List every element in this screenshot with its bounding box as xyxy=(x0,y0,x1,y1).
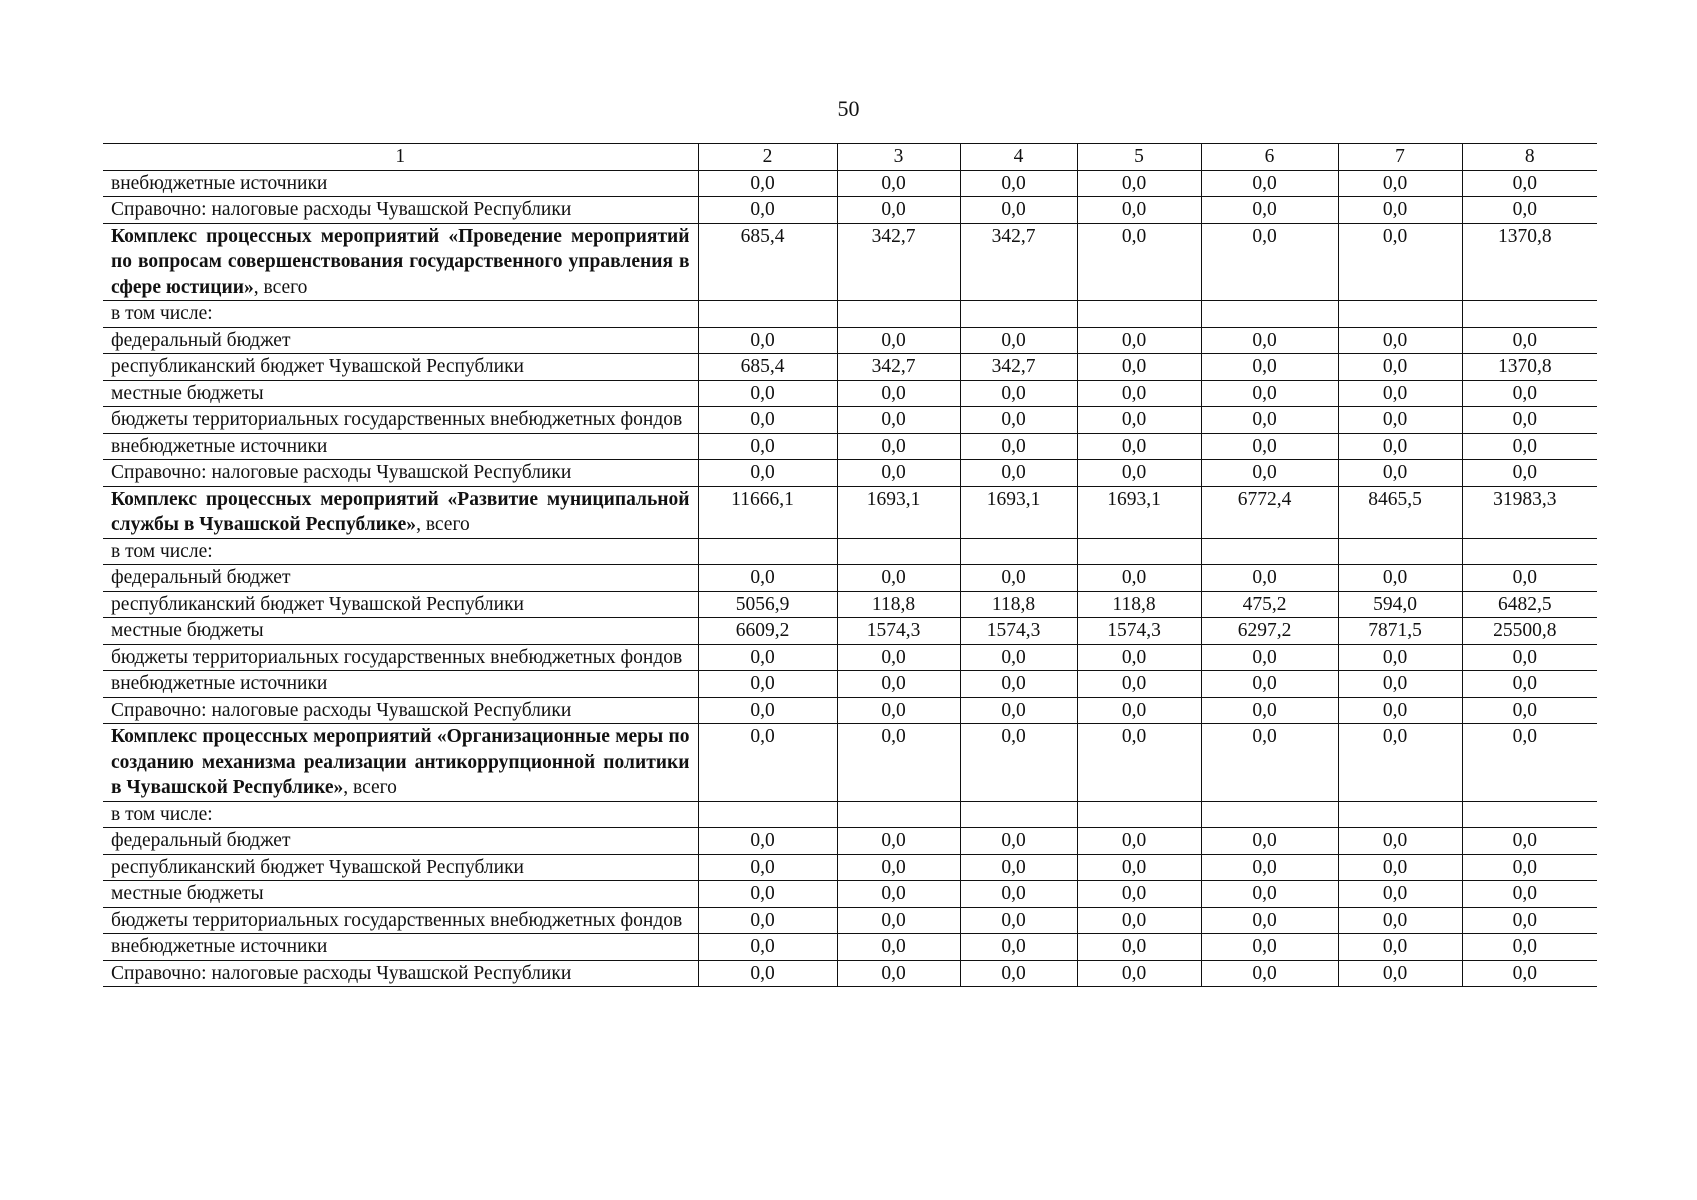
row-value: 0,0 xyxy=(837,854,960,881)
row-label-text: внебюджетные источники xyxy=(111,673,328,694)
row-label-text: республиканский бюджет Чувашской Республики xyxy=(111,356,524,377)
row-value: 0,0 xyxy=(1462,460,1597,487)
row-value: 0,0 xyxy=(1077,671,1201,698)
row-value: 0,0 xyxy=(960,644,1077,671)
row-value: 0,0 xyxy=(1462,934,1597,961)
row-value: 0,0 xyxy=(1462,697,1597,724)
row-value: 0,0 xyxy=(1462,960,1597,987)
row-value: 6297,2 xyxy=(1201,618,1338,645)
row-value: 0,0 xyxy=(698,565,837,592)
row-value: 0,0 xyxy=(1077,433,1201,460)
row-label-text: федеральный бюджет xyxy=(111,830,291,851)
table-row xyxy=(103,170,1597,197)
row-value: 0,0 xyxy=(837,697,960,724)
column-header: 8 xyxy=(1462,144,1597,171)
row-label-text: в том числе: xyxy=(111,540,213,562)
column-header: 6 xyxy=(1201,144,1338,171)
row-value: 0,0 xyxy=(1201,407,1338,434)
row-value: 0,0 xyxy=(1338,907,1462,934)
row-value: 0,0 xyxy=(698,881,837,908)
column-header: 4 xyxy=(960,144,1077,171)
row-value: 1574,3 xyxy=(1077,618,1201,645)
row-value: 0,0 xyxy=(1462,828,1597,855)
row-value: 6772,4 xyxy=(1201,486,1338,538)
table-row xyxy=(103,697,1597,724)
row-label xyxy=(103,618,698,645)
row-value xyxy=(960,801,1077,828)
row-label-text: республиканский бюджет Чувашской Республики xyxy=(111,856,524,878)
row-value: 0,0 xyxy=(698,907,837,934)
row-value: 0,0 xyxy=(1338,960,1462,987)
row-label xyxy=(103,433,698,460)
row-value: 0,0 xyxy=(1077,828,1201,855)
table-row xyxy=(103,223,1597,301)
row-label xyxy=(103,380,698,407)
row-label-suffix: , всего xyxy=(253,276,308,298)
table-row xyxy=(103,618,1597,645)
row-value: 0,0 xyxy=(1201,934,1338,961)
row-label-bold: Комплекс процессных мероприятий «Развитие муниципальной службы в Чувашской Республике» xyxy=(111,488,690,535)
row-value xyxy=(960,538,1077,565)
row-value: 1370,8 xyxy=(1462,354,1597,381)
row-label-text: бюджеты территориальных государственных внебюджетных фондов xyxy=(111,409,683,430)
row-label xyxy=(103,934,698,961)
row-value: 0,0 xyxy=(960,407,1077,434)
row-value: 0,0 xyxy=(1201,907,1338,934)
row-value: 0,0 xyxy=(1077,197,1201,224)
row-value: 0,0 xyxy=(837,433,960,460)
table-row xyxy=(103,591,1597,618)
table-row xyxy=(103,724,1597,802)
row-value: 0,0 xyxy=(1201,671,1338,698)
row-value: 0,0 xyxy=(1201,854,1338,881)
row-label-text: внебюджетные источники xyxy=(111,435,328,457)
row-value: 0,0 xyxy=(837,327,960,354)
row-label xyxy=(103,697,698,724)
row-label-suffix: , всего xyxy=(416,514,470,535)
table-row xyxy=(103,854,1597,881)
row-value: 0,0 xyxy=(1077,934,1201,961)
row-value: 0,0 xyxy=(1338,460,1462,487)
row-value: 118,8 xyxy=(1077,591,1201,618)
row-value xyxy=(1338,538,1462,565)
row-label xyxy=(103,460,698,487)
row-value: 0,0 xyxy=(1201,380,1338,407)
row-value: 0,0 xyxy=(960,854,1077,881)
row-value: 342,7 xyxy=(960,223,1077,301)
row-value: 1370,8 xyxy=(1462,223,1597,301)
table-row xyxy=(103,881,1597,908)
row-value: 0,0 xyxy=(1201,354,1338,381)
row-value: 0,0 xyxy=(1077,907,1201,934)
row-value xyxy=(1201,538,1338,565)
row-value xyxy=(1077,801,1201,828)
row-value xyxy=(837,301,960,328)
page-number: 50 xyxy=(837,96,860,121)
table-row xyxy=(103,828,1597,855)
row-value: 0,0 xyxy=(1462,854,1597,881)
row-value: 0,0 xyxy=(1077,354,1201,381)
row-label-text: местные бюджеты xyxy=(111,382,264,404)
row-value: 0,0 xyxy=(1338,934,1462,961)
row-value: 0,0 xyxy=(1077,170,1201,197)
row-value: 0,0 xyxy=(698,644,837,671)
row-label xyxy=(103,828,698,855)
row-value: 0,0 xyxy=(960,380,1077,407)
row-value: 0,0 xyxy=(1077,697,1201,724)
table-row xyxy=(103,380,1597,407)
row-value: 0,0 xyxy=(837,644,960,671)
row-value: 0,0 xyxy=(1338,697,1462,724)
row-value: 342,7 xyxy=(837,223,960,301)
column-header: 7 xyxy=(1338,144,1462,171)
row-label xyxy=(103,591,698,618)
row-value: 0,0 xyxy=(1201,460,1338,487)
row-label xyxy=(103,724,698,802)
row-value: 0,0 xyxy=(837,460,960,487)
row-value: 0,0 xyxy=(837,881,960,908)
table-body xyxy=(103,144,1597,987)
row-value: 0,0 xyxy=(1338,828,1462,855)
row-value: 0,0 xyxy=(1338,854,1462,881)
row-label-text: Справочно: налоговые расходы Чувашской Республики xyxy=(111,462,572,483)
row-value xyxy=(1462,801,1597,828)
row-value: 0,0 xyxy=(837,407,960,434)
table-row xyxy=(103,301,1597,328)
row-value: 0,0 xyxy=(1462,724,1597,802)
row-value: 0,0 xyxy=(1077,460,1201,487)
row-value: 1693,1 xyxy=(960,486,1077,538)
row-value xyxy=(698,301,837,328)
table-header-row xyxy=(103,144,1597,171)
row-value: 0,0 xyxy=(1077,407,1201,434)
row-value: 0,0 xyxy=(960,724,1077,802)
row-value: 0,0 xyxy=(698,380,837,407)
row-value: 0,0 xyxy=(698,327,837,354)
row-value: 0,0 xyxy=(1462,881,1597,908)
table-row xyxy=(103,197,1597,224)
column-header: 5 xyxy=(1077,144,1201,171)
row-value: 0,0 xyxy=(1462,170,1597,197)
row-value: 0,0 xyxy=(837,170,960,197)
row-value: 0,0 xyxy=(1201,433,1338,460)
row-value: 0,0 xyxy=(1338,354,1462,381)
row-value: 0,0 xyxy=(1338,724,1462,802)
row-value: 0,0 xyxy=(1338,671,1462,698)
row-value: 0,0 xyxy=(960,565,1077,592)
column-header: 3 xyxy=(837,144,960,171)
table-row xyxy=(103,354,1597,381)
row-label xyxy=(103,223,698,301)
row-value xyxy=(960,301,1077,328)
row-value: 0,0 xyxy=(837,724,960,802)
row-value xyxy=(698,538,837,565)
row-value xyxy=(837,801,960,828)
row-label xyxy=(103,301,698,328)
row-value: 0,0 xyxy=(960,907,1077,934)
table-row xyxy=(103,960,1597,987)
row-value: 0,0 xyxy=(1338,433,1462,460)
row-label xyxy=(103,671,698,698)
row-value: 8465,5 xyxy=(1338,486,1462,538)
row-value: 0,0 xyxy=(1338,644,1462,671)
row-value: 0,0 xyxy=(698,460,837,487)
row-value: 0,0 xyxy=(698,170,837,197)
table-row xyxy=(103,538,1597,565)
row-value: 118,8 xyxy=(960,591,1077,618)
row-value: 6609,2 xyxy=(698,618,837,645)
row-label-text: местные бюджеты xyxy=(111,883,264,904)
row-value: 31983,3 xyxy=(1462,486,1597,538)
row-label xyxy=(103,907,698,934)
row-value xyxy=(1462,538,1597,565)
row-label xyxy=(103,960,698,987)
row-value: 0,0 xyxy=(960,460,1077,487)
row-label-bold: Комплекс процессных мероприятий «Проведение мероприятий по вопросам совершенствования государственного управления в сфере юстиции» xyxy=(111,225,690,298)
row-value: 0,0 xyxy=(1077,881,1201,908)
row-value: 0,0 xyxy=(1462,671,1597,698)
row-label xyxy=(103,565,698,592)
row-label-text: в том числе: xyxy=(111,303,213,324)
row-label-text: Справочно: налоговые расходы Чувашской Республики xyxy=(111,962,572,984)
row-value: 0,0 xyxy=(1201,565,1338,592)
row-label-text: бюджеты территориальных государственных внебюджетных фондов xyxy=(111,646,683,668)
row-value: 0,0 xyxy=(1077,724,1201,802)
row-value: 0,0 xyxy=(1201,881,1338,908)
row-label-text: Справочно: налоговые расходы Чувашской Республики xyxy=(111,699,572,721)
row-value: 685,4 xyxy=(698,223,837,301)
row-label-text: федеральный бюджет xyxy=(111,567,291,588)
row-label xyxy=(103,327,698,354)
row-value: 0,0 xyxy=(960,881,1077,908)
row-value xyxy=(1338,301,1462,328)
table-row xyxy=(103,801,1597,828)
row-value: 0,0 xyxy=(1077,223,1201,301)
table-row xyxy=(103,671,1597,698)
row-value: 0,0 xyxy=(1462,907,1597,934)
row-value: 0,0 xyxy=(1077,565,1201,592)
row-value: 0,0 xyxy=(1338,380,1462,407)
row-label xyxy=(103,644,698,671)
row-value: 0,0 xyxy=(1462,197,1597,224)
row-label-text: местные бюджеты xyxy=(111,620,264,641)
row-value: 0,0 xyxy=(698,724,837,802)
row-value: 0,0 xyxy=(1201,327,1338,354)
row-label xyxy=(103,407,698,434)
row-label-text: в том числе: xyxy=(111,803,213,825)
row-value: 0,0 xyxy=(698,197,837,224)
row-value: 0,0 xyxy=(1462,407,1597,434)
row-label-text: бюджеты территориальных государственных внебюджетных фондов xyxy=(111,909,683,931)
row-value: 11666,1 xyxy=(698,486,837,538)
row-value: 0,0 xyxy=(1462,644,1597,671)
row-label-text: Справочно: налоговые расходы Чувашской Республики xyxy=(111,199,572,220)
row-label xyxy=(103,801,698,828)
row-value: 0,0 xyxy=(698,828,837,855)
column-header: 2 xyxy=(698,144,837,171)
row-value: 0,0 xyxy=(1201,724,1338,802)
row-value: 0,0 xyxy=(1338,881,1462,908)
row-value: 1693,1 xyxy=(1077,486,1201,538)
row-label xyxy=(103,354,698,381)
row-value: 475,2 xyxy=(1201,591,1338,618)
row-value: 0,0 xyxy=(837,565,960,592)
row-value xyxy=(1338,801,1462,828)
row-value: 0,0 xyxy=(1201,697,1338,724)
row-value xyxy=(1201,301,1338,328)
row-value: 0,0 xyxy=(1462,327,1597,354)
row-value: 0,0 xyxy=(960,960,1077,987)
row-value: 685,4 xyxy=(698,354,837,381)
row-value: 7871,5 xyxy=(1338,618,1462,645)
row-label-bold: Комплекс процессных мероприятий «Организационные меры по созданию механизма реализации антикоррупционной политики в Чувашской Республике» xyxy=(111,726,690,798)
row-value: 0,0 xyxy=(698,697,837,724)
row-value: 0,0 xyxy=(837,960,960,987)
row-label xyxy=(103,881,698,908)
row-value: 0,0 xyxy=(960,697,1077,724)
row-value: 1574,3 xyxy=(837,618,960,645)
row-value: 0,0 xyxy=(837,380,960,407)
row-value: 0,0 xyxy=(960,433,1077,460)
row-value: 0,0 xyxy=(698,960,837,987)
row-value: 0,0 xyxy=(960,197,1077,224)
row-value: 0,0 xyxy=(837,828,960,855)
row-value: 0,0 xyxy=(837,907,960,934)
row-value: 0,0 xyxy=(1077,327,1201,354)
row-value: 25500,8 xyxy=(1462,618,1597,645)
table-row xyxy=(103,486,1597,538)
row-value: 0,0 xyxy=(960,170,1077,197)
row-value: 0,0 xyxy=(1077,854,1201,881)
row-value: 0,0 xyxy=(1462,433,1597,460)
table-row xyxy=(103,907,1597,934)
table-row xyxy=(103,407,1597,434)
row-value xyxy=(1201,801,1338,828)
row-value: 0,0 xyxy=(1338,223,1462,301)
row-value: 0,0 xyxy=(1201,197,1338,224)
row-value: 0,0 xyxy=(1201,828,1338,855)
row-value: 1574,3 xyxy=(960,618,1077,645)
row-value: 594,0 xyxy=(1338,591,1462,618)
row-value: 0,0 xyxy=(837,671,960,698)
row-value: 0,0 xyxy=(837,197,960,224)
table-row xyxy=(103,327,1597,354)
row-value: 5056,9 xyxy=(698,591,837,618)
row-value: 342,7 xyxy=(837,354,960,381)
row-value: 0,0 xyxy=(837,934,960,961)
row-value: 0,0 xyxy=(1201,223,1338,301)
row-value: 0,0 xyxy=(1077,644,1201,671)
row-value: 0,0 xyxy=(698,407,837,434)
row-value: 0,0 xyxy=(960,934,1077,961)
row-value xyxy=(1077,301,1201,328)
row-value xyxy=(837,538,960,565)
row-value: 0,0 xyxy=(698,671,837,698)
row-label xyxy=(103,854,698,881)
row-value: 0,0 xyxy=(698,854,837,881)
row-value: 342,7 xyxy=(960,354,1077,381)
row-value: 0,0 xyxy=(1338,565,1462,592)
row-value: 0,0 xyxy=(1201,170,1338,197)
row-value: 0,0 xyxy=(698,934,837,961)
row-value: 0,0 xyxy=(1338,170,1462,197)
row-label-text: внебюджетные источники xyxy=(111,936,328,957)
row-value: 0,0 xyxy=(1201,960,1338,987)
row-value: 0,0 xyxy=(1338,197,1462,224)
row-value xyxy=(1077,538,1201,565)
row-value: 0,0 xyxy=(1201,644,1338,671)
row-value: 0,0 xyxy=(698,433,837,460)
row-value: 6482,5 xyxy=(1462,591,1597,618)
row-value: 118,8 xyxy=(837,591,960,618)
row-label xyxy=(103,486,698,538)
row-value: 0,0 xyxy=(960,828,1077,855)
row-label-suffix: , всего xyxy=(343,777,397,798)
table-row xyxy=(103,644,1597,671)
row-value: 0,0 xyxy=(960,327,1077,354)
column-header: 1 xyxy=(103,144,698,171)
row-value: 1693,1 xyxy=(837,486,960,538)
table-row xyxy=(103,565,1597,592)
row-value: 0,0 xyxy=(1338,327,1462,354)
row-value: 0,0 xyxy=(1077,960,1201,987)
row-value: 0,0 xyxy=(1462,565,1597,592)
row-label-text: федеральный бюджет xyxy=(111,329,291,351)
row-value xyxy=(698,801,837,828)
row-label xyxy=(103,170,698,197)
row-label xyxy=(103,538,698,565)
table-row xyxy=(103,934,1597,961)
row-value: 0,0 xyxy=(1077,380,1201,407)
table-row xyxy=(103,433,1597,460)
row-label xyxy=(103,197,698,224)
row-value xyxy=(1462,301,1597,328)
row-value: 0,0 xyxy=(960,671,1077,698)
row-label-text: республиканский бюджет Чувашской Республики xyxy=(111,593,524,615)
row-value: 0,0 xyxy=(1462,380,1597,407)
budget-table xyxy=(103,143,1597,987)
row-label-text: внебюджетные источники xyxy=(111,172,328,194)
table-row xyxy=(103,460,1597,487)
row-value: 0,0 xyxy=(1338,407,1462,434)
